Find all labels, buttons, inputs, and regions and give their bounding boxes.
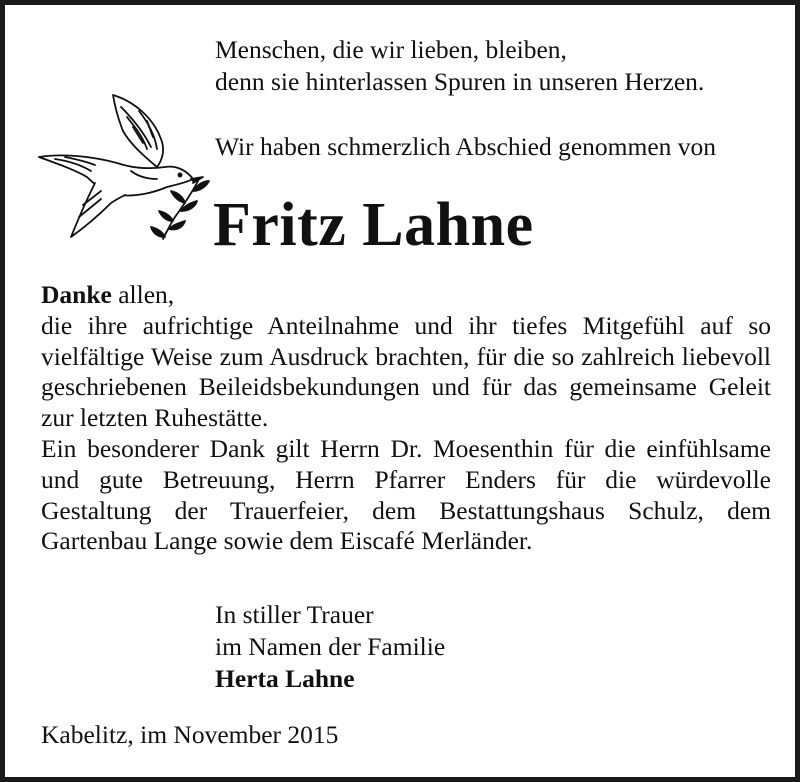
thanks-lead-rest: allen, (111, 280, 175, 309)
signature-line-2: im Namen der Familie (215, 632, 446, 661)
thanks-paragraph-2: Ein besonderer Dank gilt Herrn Dr. Moesenthin für die einfühlsame und gute Betreuung, Herrn Pfarrer Enders für die würdevolle Gestaltung der Trauerfeier, dem Bestattungshaus Schulz, dem Gartenbau Lange sowie dem Eiscafé Merländer. (41, 433, 771, 556)
quote-line-1: Menschen, die wir lieben, bleiben, (215, 35, 567, 64)
deceased-name: Fritz Lahne (213, 191, 534, 259)
dove-with-olive-branch-icon (35, 87, 215, 247)
thanks-lead-bold: Danke (41, 280, 112, 309)
thanks-text (41, 280, 771, 557)
quote-line-2: denn sie hinterlassen Spuren in unseren Herzen. (215, 67, 705, 96)
thanks-paragraph-1: die ihre aufrichtige Anteilnahme und ihr tiefes Mitgefühl auf so vielfältige Weise zum Ausdruck brachten, für die so zahlreich liebevoll geschriebenen Beileidsbekundungen und für das gemeinsame Geleit zur letzten Ruhestätte. (41, 310, 771, 433)
signature-name: Herta Lahne (215, 664, 355, 693)
signature-line-1: In stiller Trauer (215, 600, 374, 629)
intro-text: Wir haben schmerzlich Abschied genommen von (215, 132, 717, 161)
thanks-lead (41, 280, 771, 311)
place-date: Kabelitz, im November 2015 (41, 720, 339, 749)
